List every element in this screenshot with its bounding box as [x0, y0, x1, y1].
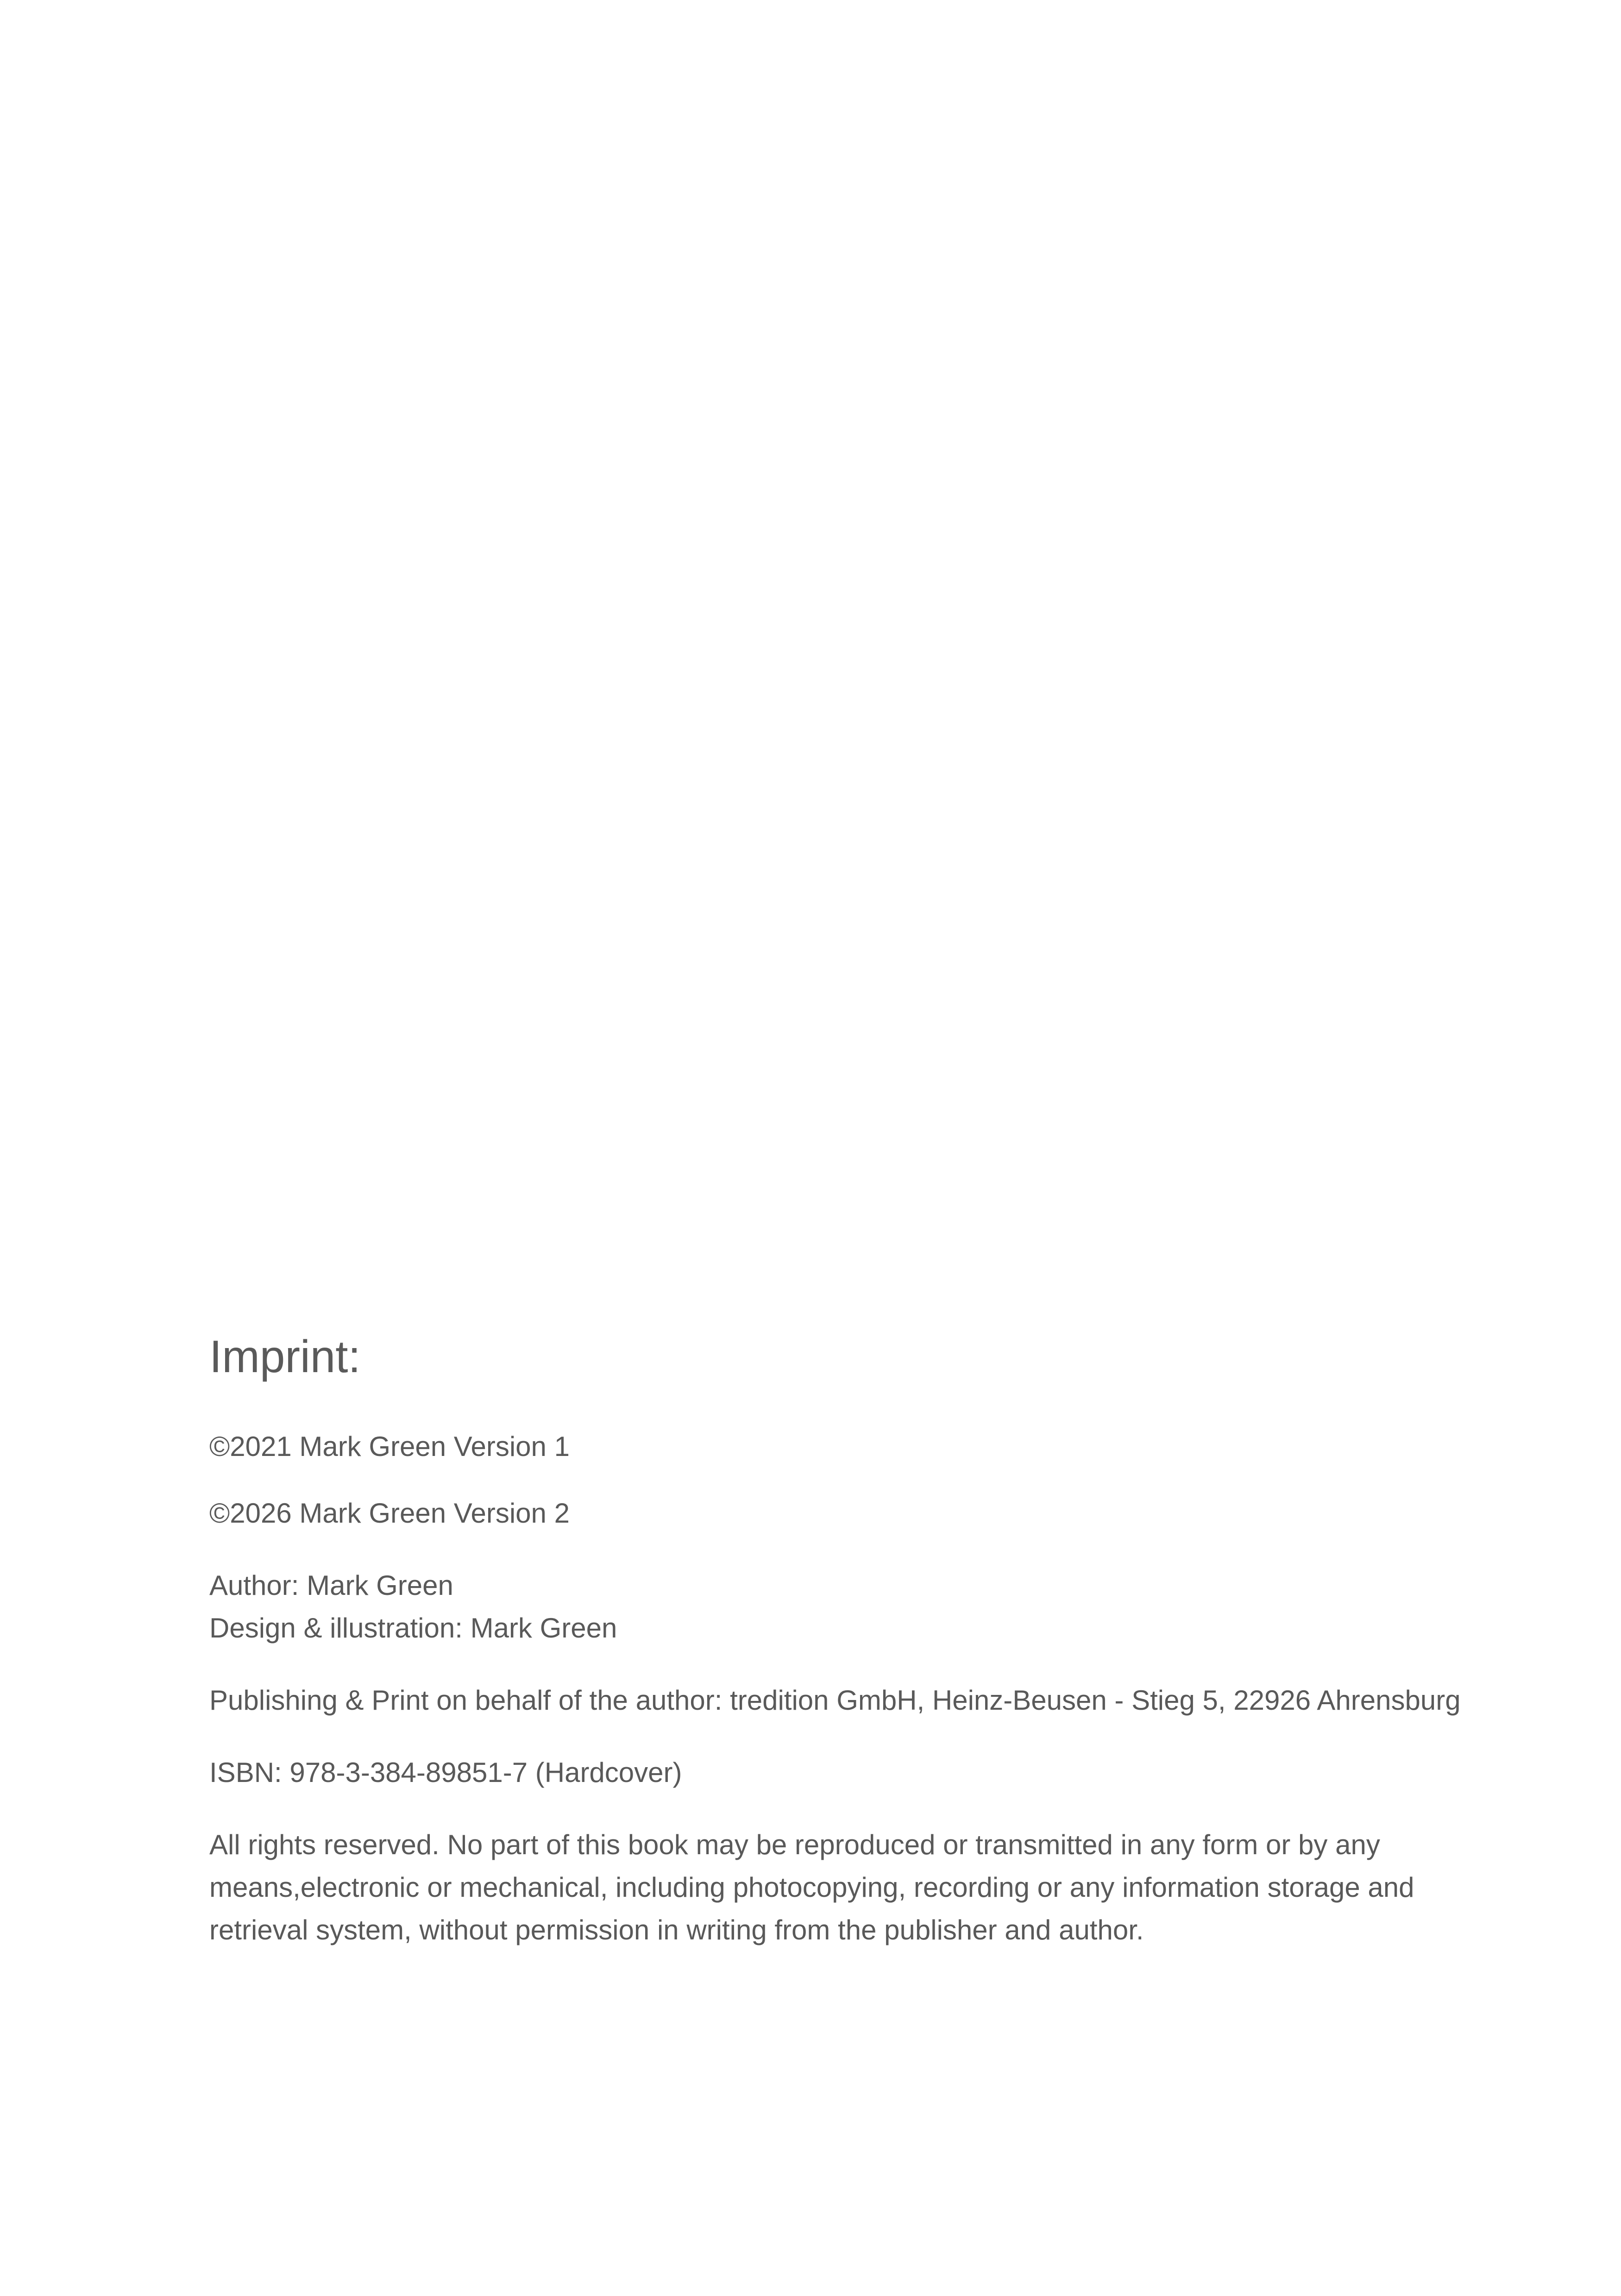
author-line: Author: Mark Green — [209, 1570, 453, 1601]
copyright-version-1: ©2021 Mark Green Version 1 — [209, 1431, 570, 1462]
copyright-version-2: ©2026 Mark Green Version 2 — [209, 1498, 570, 1529]
design-line: Design & illustration: Mark Green — [209, 1612, 617, 1644]
publishing-line: Publishing & Print on behalf of the author: tredition GmbH, Heinz-Beusen - Stieg 5, 22926 Ahrensburg — [209, 1685, 1461, 1716]
rights-paragraph: All rights reserved. No part of this book may be reproduced or transmitted in any form or by any means,electronic or mechanical, including photocopying, recording or any information storage and retrieval system, without permission in writing from the publisher and author. — [209, 1829, 1414, 1945]
imprint-heading: Imprint: — [209, 1331, 361, 1382]
isbn-line: ISBN: 978-3-384-89851-7 (Hardcover) — [209, 1757, 682, 1788]
imprint-section — [209, 1331, 1497, 1951]
